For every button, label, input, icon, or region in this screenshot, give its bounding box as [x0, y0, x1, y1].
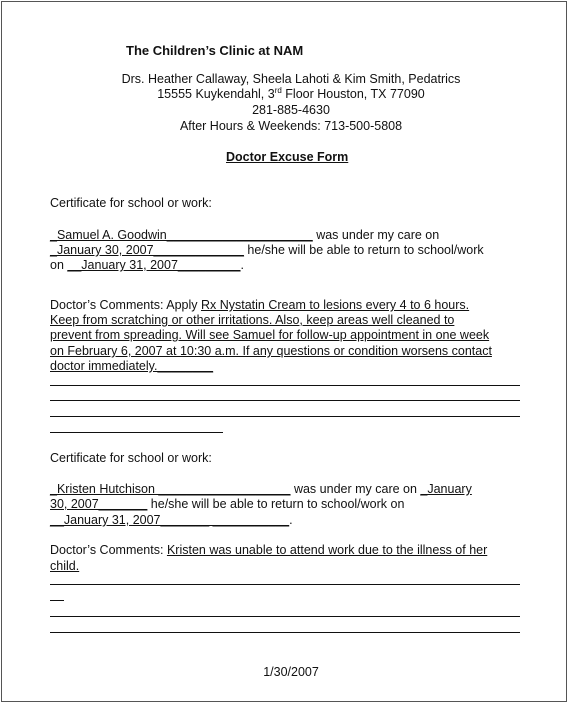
- cert1-return-text: he/she will be able to return to school/work: [243, 243, 484, 257]
- cert1-care-date-field: _January 30, 2007_____________: [50, 243, 244, 257]
- cert1-period: .: [240, 258, 244, 272]
- cert1-blank-line: [50, 400, 520, 401]
- cert2-patient-line: [50, 482, 472, 497]
- cert2-comments-line1: [50, 543, 487, 558]
- cert2-return-date-field: __January 31, 2007_______ ___________: [50, 513, 290, 527]
- cert2-return-line: [50, 497, 404, 512]
- cert1-label: Certificate for school or work:: [50, 196, 212, 210]
- cert2-comment-text-2: child.: [50, 559, 80, 573]
- cert1-patient-line: [50, 228, 439, 243]
- cert1-patient-field: _Samuel A. Goodwin_____________________: [50, 228, 313, 242]
- after-hours-line: After Hours & Weekends: 713-500-5808: [179, 119, 403, 133]
- cert1-comment-text-5: doctor immediately.________: [50, 359, 214, 373]
- form-title: Doctor Excuse Form: [226, 150, 349, 164]
- cert2-blank-line: [50, 584, 520, 585]
- phone-line: 281-885-4630: [252, 103, 330, 117]
- cert2-care-date-field-2: 30, 2007_______: [50, 497, 148, 511]
- cert2-patient-field: _Kristen Hutchison ___________________: [50, 482, 291, 496]
- cert2-blank-line: [50, 632, 520, 633]
- cert2-care-date-field-1: _January: [420, 482, 472, 496]
- cert2-return-date-line: [50, 513, 293, 528]
- cert2-return-text: he/she will be able to return to school/work on: [147, 497, 405, 511]
- doctors-line: Drs. Heather Callaway, Sheela Lahoti & Kim Smith, Pedatrics: [121, 72, 461, 86]
- cert2-care-text: was under my care on: [290, 482, 421, 496]
- cert1-return-date-line: [50, 258, 244, 273]
- cert1-return-line: [50, 243, 484, 258]
- cert1-blank-line: [50, 416, 520, 417]
- clinic-name: The Children’s Clinic at NAM: [126, 43, 304, 58]
- cert1-comment-text-1: Rx Nystatin Cream to lesions every 4 to 6 hours.: [200, 298, 470, 312]
- cert1-comment-text-3: prevent from spreading. Will see Samuel for follow-up appointment in one week: [50, 328, 490, 342]
- footer-date: 1/30/2007: [263, 665, 319, 679]
- address-line: [0, 87, 570, 102]
- cert1-comment-text-4: on February 6, 2007 at 10:30 a.m. If any questions or condition worsens contact: [50, 344, 492, 358]
- cert1-blank-line: [50, 385, 520, 386]
- cert1-return-date-field: __January 31, 2007_________: [67, 258, 241, 272]
- cert1-comments-line1: [50, 298, 469, 313]
- address-text: 15555 Kuykendahl, 3: [157, 87, 275, 101]
- cert1-comments-label: Doctor’s Comments: Apply: [50, 298, 201, 312]
- cert1-care-text: was under my care on: [312, 228, 440, 242]
- cert1-comment-text-2: Keep from scratching or other irritations. Also, keep areas well cleaned to: [50, 313, 455, 327]
- cert1-on-label: on: [50, 258, 68, 272]
- cert2-blank-line-short: [50, 600, 64, 601]
- cert2-label: Certificate for school or work:: [50, 451, 212, 465]
- cert1-blank-line-short: [50, 432, 223, 433]
- address-text-rest: Floor Houston, TX 77090: [281, 87, 425, 101]
- cert2-comment-text-1: Kristen was unable to attend work due to the illness of her: [166, 543, 488, 557]
- cert2-comments-label: Doctor’s Comments:: [50, 543, 167, 557]
- cert2-blank-line: [50, 616, 520, 617]
- cert2-period: .: [289, 513, 293, 527]
- address-superscript: rd: [274, 85, 282, 95]
